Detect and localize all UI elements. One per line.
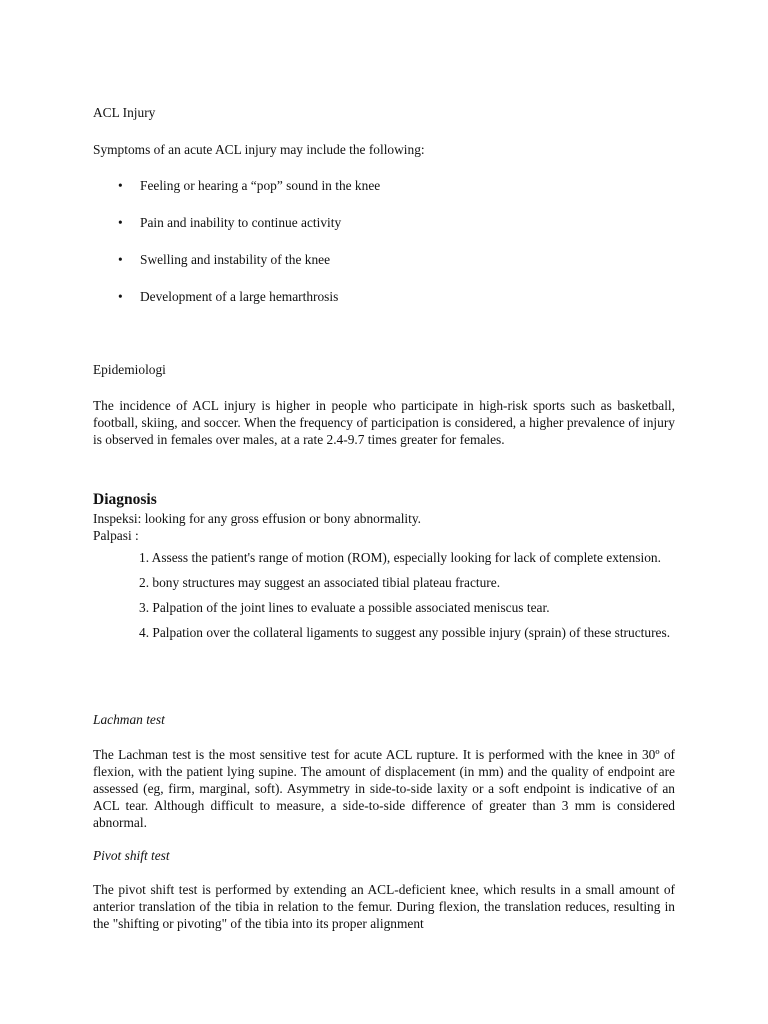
bullet-icon: •	[118, 178, 123, 193]
lachman-paragraph: The Lachman test is the most sensitive test for acute ACL rupture. It is performed with the knee in 30º of flexion, with the patient lying supine. The amount of displacement (in mm) and the quality of endpoint are assessed (eg, firm, marginal, soft). Asymmetry in side-to-side laxity or a soft endpoint is indicative of an ACL tear. Although difficult to measure, a side-to-side difference of greater than 3 mm is considered abnormal.	[93, 747, 675, 830]
palpasi-label: Palpasi :	[93, 528, 139, 543]
symptom-text: Development of a large hemarthrosis	[140, 289, 339, 304]
pivot-heading: Pivot shift test	[93, 848, 170, 863]
symptom-text: Feeling or hearing a “pop” sound in the knee	[140, 178, 381, 193]
list-item: 4. Palpation over the collateral ligaments to suggest any possible injury (sprain) of these structures.	[139, 625, 671, 640]
palpasi-list	[139, 545, 675, 645]
symptom-text: Pain and inability to continue activity	[140, 215, 342, 230]
list-item: 2. bony structures may suggest an associated tibial plateau fracture.	[139, 575, 501, 590]
symptom-text: Swelling and instability of the knee	[140, 252, 331, 267]
list-item	[118, 178, 380, 215]
list-item	[118, 215, 380, 252]
document-title: ACL Injury	[93, 105, 156, 120]
bullet-icon: •	[118, 252, 123, 267]
inspeksi-text: Inspeksi: looking for any gross effusion or bony abnormality.	[93, 511, 422, 526]
bullet-icon: •	[118, 215, 123, 230]
list-item	[118, 289, 380, 326]
epidemiology-heading: Epidemiologi	[93, 362, 166, 377]
symptoms-list	[118, 178, 380, 326]
lachman-heading: Lachman test	[93, 712, 165, 727]
list-item	[118, 252, 380, 289]
list-item: 3. Palpation of the joint lines to evaluate a possible associated meniscus tear.	[139, 600, 550, 615]
epidemiology-paragraph: The incidence of ACL injury is higher in people who participate in high-risk sports such as basketball, football, skiing, and soccer. When the frequency of participation is considered, a higher prevalence of injury is observed in females over males, at a rate 2.4-9.7 times greater for females.	[93, 398, 675, 447]
list-item: 1. Assess the patient's range of motion (ROM), especially looking for lack of complete extension.	[139, 550, 661, 565]
pivot-paragraph: The pivot shift test is performed by extending an ACL-deficient knee, which results in a small amount of anterior translation of the tibia in relation to the femur. During flexion, the translation reduces, resulting in the "shifting or pivoting" of the tibia into its proper alignment	[93, 882, 675, 931]
bullet-icon: •	[118, 289, 123, 304]
diagnosis-heading: Diagnosis	[93, 491, 157, 508]
symptoms-intro: Symptoms of an acute ACL injury may include the following:	[93, 142, 425, 157]
